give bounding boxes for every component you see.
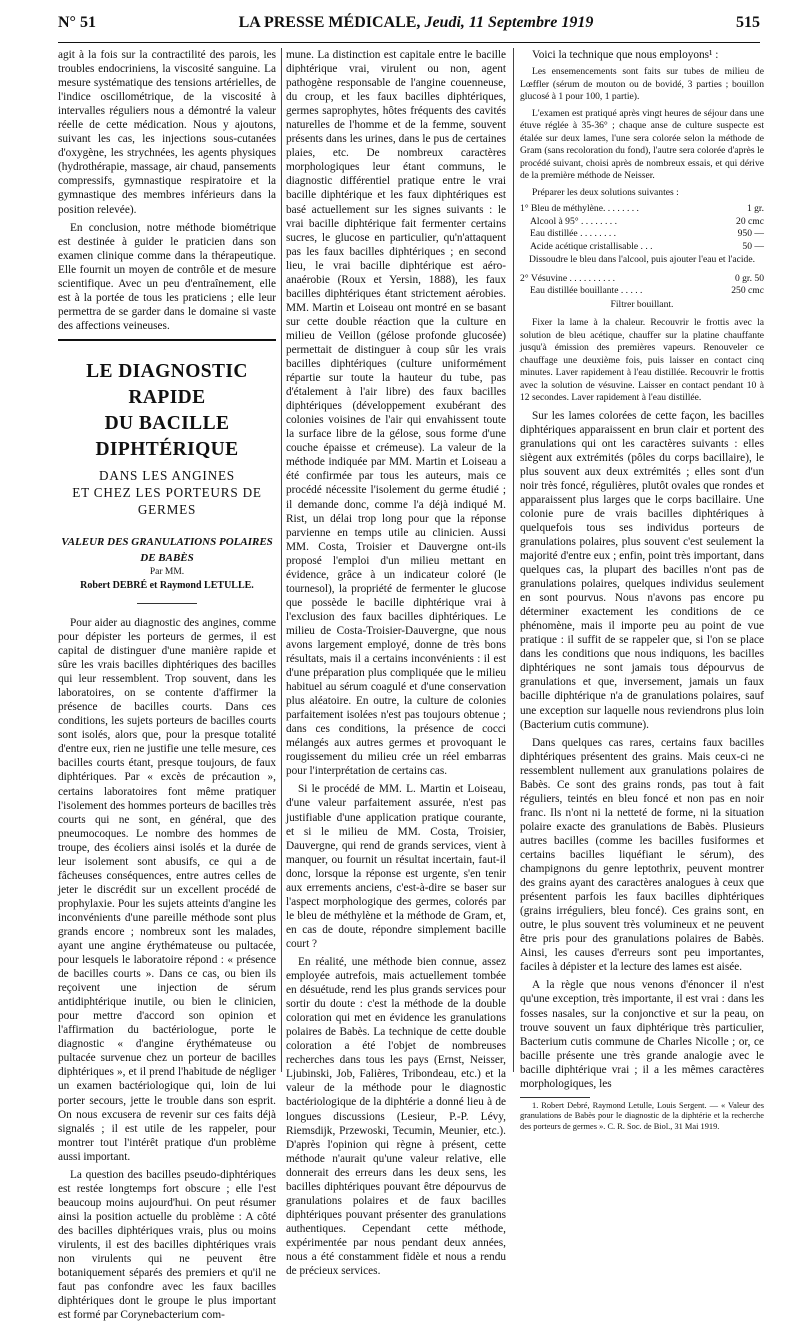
byline-par: Par MM.	[149, 566, 185, 577]
paragraph: Sur les lames colorées de cette façon, les bacilles diphtériques apparaissent en brun clair et portent des granulations qui ont les caractères suivants : elles siègent aux extrémités (pôles du corps bacillaire), le plus souvent aux deux extrémités ; elles sont d'un noir très foncé, régulières, plutôt ovales que rondes et apparaissent plus larges que le corps bacillaire. Une colonie pure de vrais bacilles diphtériques à quelquefois tous ses individus porteurs de granulations polaires, plus souvent c'est seulement la majorité d'entre eux ; enfin, point très important, dans quelques cas, la plupart des bacilles n'ont pas de granulations polaires, quelques individus seulement en sont pourvus. Nous n'avons pas encore pu déterminer exactement les conditions de ce phénomène, mais il importe peu au point de vue pratique : il suffit de se rappeler que, si l'on se place dans les conditions que nous indiquons, les bacilles diphtériques ne sont jamais tous dépourvus de granulations et que, inversement, jamais un faux bacille diphtérique n'a de granulations polaires, sauf une exception sur laquelle nous reviendrons plus loin (Bacterium cutis commune).	[520, 409, 764, 731]
paragraph: En conclusion, notre méthode biométrique est destinée à guider le praticien dans son examen clinique comme dans la thérapeutique. Elle fournit un moyen de contrôle et de mesure scientifique. Avec un peu d'entraînement, elle est à la portée de tous les praticiens ; elle leur permettra de se garder dans le domaine si vaste des affections veineuses.	[58, 221, 276, 332]
article-subtitle-line-2: ET CHEZ LES PORTEURS DE GERMES	[72, 484, 262, 517]
header-rule	[58, 42, 760, 43]
solution-row	[520, 273, 764, 286]
solution-row	[520, 228, 764, 241]
paragraph: mune. La distinction est capitale entre le bacille diphtérique vrai, virulent ou non, agent pathogène responsable de l'angine couenneuse, du croup, et les faux bacilles diphtériques, germes saprophytes, hôtes fréquents des cavités naturelles de l'homme et de la femme, souvent présents dans les urines, dans le pus de certaines plaies, etc. De nombreux caractères morphologiques leur étant communs, le diagnostic différentiel pratique entre le vrai bacille diphtérique et les faux diphtériques est basé actuellement sur les signes suivants : le vrai bacille diphtérique fait fermenter certains sucres, le glucose en particulier, qu'n'attaquent pas les faux bacilles diphtériques ; en second lieu, le vrai bacille diphtérique est aéro-anaérobie (Roux et Yersin, 1888), les faux bacilles diphtériques étant strictement aérobies. MM. Martin et Loiseau ont montré en se basant sur cette double réaction que la culture en milieu de Veillon (gélose profonde glucosée) permettait de distinguer à coup sûr les vrais bacilles diphtériques (culture uniformément répartie sur toute la hauteur du tube, pas d'étalement à l'air libre) des faux bacilles diphtériques (développement exubérant des colonies voisines de l'air qui envahissent toute la surface libre de la gélose, sous forme d'une couche épaisse et crémeuse). La valeur de la méthode indiquée par MM. Martin et Loiseau a été confirmée par tous les auteurs, mais ce procédé nécessite l'isolement du germe étudié ; il demande donc, comme l'a déjà indiqué M. Rist, un délai trop long pour que la réponse parvienne en temps utile au clinicien. Aussi MM. Costa, Troisier et Dauvergne ont-ils proposé l'emploi d'un milieu mettant en évidence, grâce à un indicateur coloré (le tournesol), la propriété de fermenter le glucose que possède le bacille diphtérique vrai à l'exclusion des faux bacilles diphtériques. Le milieu de Costa-Troisier-Dauvergne, que nous avons largement employé, donne de très bons résultats, mais il a certains inconvénients : il est d'une préparation plus compliquée que le milieu habituel au sérum coagulé et d'une conservation plus aléatoire. En outre, la culture de colonies parfaitement isolées n'est pas toujours obtenue ; dans ces conditions, la présence de cocci mélangés aux autres germes et provoquant le rougissement du milieu crée un réel embarras pour l'interprétation de certains cas.	[286, 49, 506, 778]
paragraph: Dans quelques cas rares, certains faux bacilles diphtériques présentent des grains. Mais ceux-ci ne ressemblent nullement aux granulations polaires de Babès. Ce sont des grains ronds, pas tout à fait réguliers, teintés en bleu foncé et non pas en noir franc. Ils n'ont ni la netteté de forme, ni la situation polaire exacte des granulations de Babès. Plusieurs autres bacilles (comme les bacilles fusiformes et certains bacilles liquéfiant le sérum), des champignons du genre leptothrix, peuvent montrer des grains ayant des caractères analogues à ceux que présentent parfois les faux bacilles diphtériques (grains irréguliers, bleu foncé). Ces grains sont, en outre, le plus souvent très volumineux et ne peuvent être pris pour des granulations polaires de Babès. Ainsi, les causes d'erreurs sont peu importantes, faciles à dépister et la lecture des lames est aisée.	[520, 736, 764, 974]
article-title-line-1: LE DIAGNOSTIC RAPIDE	[86, 360, 248, 408]
masthead	[239, 14, 594, 32]
ingredient-amount: 1 gr.	[746, 203, 764, 215]
paragraph: Pour aider au diagnostic des angines, comme pour dépister les porteurs de germes, il est capital de distinguer d'une manière rapide et sûre les vrais bacilles diphtériques des bacilles qui leur ressemblent. Trop souvent, dans les laboratoires, on se contente d'affirmer la présence de bacilles courts. Dans ces conditions, les sujets porteurs de bacilles courts sont isolés, alors que, pour la presque totalité d'entre eux, rien ne justifie une telle mesure, ces bacilles courts étant, presque toujours, de faux diphtériques. Par « excès de précaution », certains laboratoires font même pratiquer l'isolement des hommes porteurs de bacilles très courts qui ne sont, en général, que des pneumocoques. Le nombre des hommes de troupe, des écoliers ainsi isolés et la durée de leur isolement sont abusifs, ce qui a de fâcheuses conséquences, entre autres celles de jeter le discrédit sur un excellent procédé de prophylaxie. Pour les sujets atteints d'angine les inconvénients d'une pareille méthode sont plus grands encore ; nombreux sont les malades, ayant une angine érythémateuse ou pultacée, pour lesquels le laboratoire répond : « présence de bacilles courts ». Dans ce cas, ou bien ils reçoivent une injection de sérum antidiphtérique inutile, ou bien le clinicien, pour mettre d'accord son opinion et l'affirmation du bactériologue, porte le diagnostic « d'angine érythémateuse ou pultacée survenue chez un porteur de bacilles diphtériques », et il prend l'habitude de négliger un examen bactériologique qui, loin de lui porter secours, jette le trouble dans son esprit. On nous excusera de revenir sur ces faits déjà signalés ; il est utile de les rappeler, pour montrer tout l'intérêt pratique d'un problème aussi important.	[58, 616, 276, 1163]
technique-paragraph: L'examen est pratiqué après vingt heures de séjour dans une étuve réglée à 35-36° ; chaque anse de culture suspecte est étalée sur deux lames, l'une sera colorée selon la méthode de Gram (sans recoloration du fond), l'autre sera colorée d'après le procédé suivant, choisi après de nombreux essais, et qui dérive de la première méthode de Neisser.	[520, 107, 764, 182]
paragraph: A la règle que nous venons d'énoncer il n'est qu'une exception, très importante, il est vrai : dans les fosses nasales, sur la conjonctive et sur la peau, on trouve souvent un faux diphtérique très particulier, Bacterium cutis commune de Charles Nicolle ; or, ce bacille présente une très grande analogie avec le bacille diphtérique vrai ; il a les mêmes caractères morphologiques, les	[520, 979, 764, 1090]
ingredient-name: 2° Vésuvine . . . . . . . . . .	[520, 272, 616, 284]
journal-name: LA PRESSE MÉDICALE,	[238, 14, 421, 31]
solution-note: Dissoudre le bleu dans l'alcool, puis ajouter l'eau et l'acide.	[528, 254, 756, 266]
article-authors: Robert DEBRÉ et Raymond LETULLE.	[80, 579, 254, 591]
footnote: 1. Robert Debré, Raymond Letulle, Louis Sergent. — « Valeur des granulations de Babès pour le diagnostic de la diphtérie et la recherche des porteurs de germes ». C. R. Soc. de Biol., 31 Mai 1919.	[520, 1100, 764, 1131]
solution-2	[520, 273, 764, 312]
page-number: 515	[735, 14, 760, 31]
paragraph: En réalité, une méthode bien connue, assez employée autrefois, mais actuellement tombée en désuétude, rend les plus grands services pour sortir du doute : c'est la méthode de la double coloration qui met en évidence les granulations polaires de Babès. La technique de cette double coloration a été l'objet de nombreuses recherches dans tous les pays (Ernst, Neisser, Ljubinski, Job, Falières, Tribondeau, etc.) et la valeur de la méthode pour le diagnostic bactériologique de la diphtérie a donné lieu à de longues discussions (Lesieur, P.-P. Lévy, Riemsdijk, Przewoski, Tecumin, Meunier, etc.). D'après l'opinion qui règne à présent, cette méthode n'aurait qu'une valeur relative, elle donnerait des erreurs dans les deux sens, les bacilles diphtériques pouvant être dépourvus de granulations polaires et de faux bacilles diphtériques pouvant présenter des granulations authentiques. Cependant cette méthode, expérimentée par nous pendant deux années, nous a été constamment fidèle et nous a rendu de précieux services.	[286, 956, 506, 1278]
solution-row	[520, 203, 764, 216]
article-subtitle-line-1: DANS LES ANGINES	[99, 467, 235, 483]
column-2	[286, 48, 506, 1278]
ingredient-amount: 250 cmc	[731, 285, 764, 297]
solution-1	[520, 203, 764, 267]
ingredient-name: 1° Bleu de méthylène. . . . . . . .	[520, 203, 639, 215]
ingredient-amount: 0 gr. 50	[734, 272, 764, 284]
paragraph: Si le procédé de MM. L. Martin et Loiseau, d'une valeur parfaitement assurée, n'est pas justifiable d'une application pratique courante, et si le milieu de MM. Costa, Troisier, Dauvergne, qui rend de grands services, vient à manquer, ou fournit un résultat incertain, faut-il donc, lorsque la réponse est urgente, s'en tenir aux errements anciens, c'est-à-dire se baser sur l'aspect morphologique des germes, colorés par le bleu de méthylène et la méthode de Gram, et, en cas de doute, répondre simplement bacille court ?	[286, 783, 506, 950]
solution-row	[520, 285, 764, 298]
technique-paragraph: Fixer la lame à la chaleur. Recouvrir le frottis avec la solution de bleu acétique, chauffer sur la platine chauffante jusqu'à émission des premières vapeurs. Renouveler ce chauffage une deuxième fois, puis laisser en contact cinq minutes. Laver rapidement à l'eau distillée. Recouvrir le frottis avec la solution de vésuvine. Laisser en contact pendant 10 à 12 secondes. Laver rapidement à l'eau distillée.	[520, 317, 764, 404]
ingredient-name: Alcool à 95° . . . . . . . .	[530, 215, 617, 227]
column-1	[58, 48, 276, 1322]
technique-paragraph: Les ensemencements sont faits sur tubes de milieu de Lœffler (sérum de mouton ou de bovidé, 3 parties ; bouillon glucosé à 1 pour 100, 1 partie).	[520, 66, 764, 103]
column-divider	[513, 48, 514, 1072]
ingredient-name: Eau distillée . . . . . . . .	[530, 228, 617, 240]
ingredient-amount: 50 —	[742, 240, 764, 252]
ingredient-name: Eau distillée bouillante . . . . .	[530, 285, 643, 297]
issue-date: Jeudi, 11 Septembre 1919	[424, 14, 594, 31]
column-3	[520, 48, 764, 1131]
issue-number: N° 51	[58, 14, 96, 31]
page-header	[58, 14, 760, 36]
solution-row	[520, 241, 764, 254]
article-separator	[58, 339, 276, 341]
paragraph: La question des bacilles pseudo-diphtériques est restée longtemps fort obscure ; elle l'est beaucoup moins aujourd'hui. On peut résumer ainsi la position actuelle du problème : A côté des bacilles diphtériques vrais, plus ou moins virulents, il est des bacilles diphtériques vrais non virulents qui ne peuvent être botaniquement séparés des premiers et qu'il ne faut pas confondre avec les faux bacilles diphtériques dont le groupe le plus important est formé par Corynebacterium com-	[58, 1168, 276, 1322]
column-divider	[281, 48, 282, 1072]
paragraph: agit à la fois sur la contractilité des parois, les troubles endocriniens, la viscosité sanguine. La mesure systématique des tensions artérielles, de l'indice oscillométrique, de la viscosité à intervalles réguliers nous a démontré la valeur réelle de cette médication. Nous y ajoutons, suivant les cas, les injections sous-cutanées d'oxygène, les strychnées, les agents physiques (hydrothérapie, massage, air chaud, pansements compressifs, gymnastique respiratoire et la gymnastique des membres inférieurs dans la position relevée).	[58, 49, 276, 216]
article-title-line-2: DU BACILLE DIPHTÉRIQUE	[95, 412, 239, 460]
solution-row	[520, 216, 764, 229]
ingredient-amount: 950 —	[737, 228, 764, 240]
solutions-heading: Préparer les deux solutions suivantes :	[532, 186, 679, 198]
paragraph: Voici la technique que nous employons¹ :	[532, 49, 719, 61]
solution-note: Filtrer bouillant.	[610, 298, 674, 310]
footnote-rule	[520, 1097, 590, 1098]
ingredient-name: Acide acétique cristallisable . . .	[530, 240, 653, 252]
article-kicker: VALEUR DES GRANULATIONS POLAIRES DE BABÈS	[61, 535, 273, 564]
ingredient-amount: 20 cmc	[736, 215, 764, 227]
byline-rule	[137, 603, 197, 604]
